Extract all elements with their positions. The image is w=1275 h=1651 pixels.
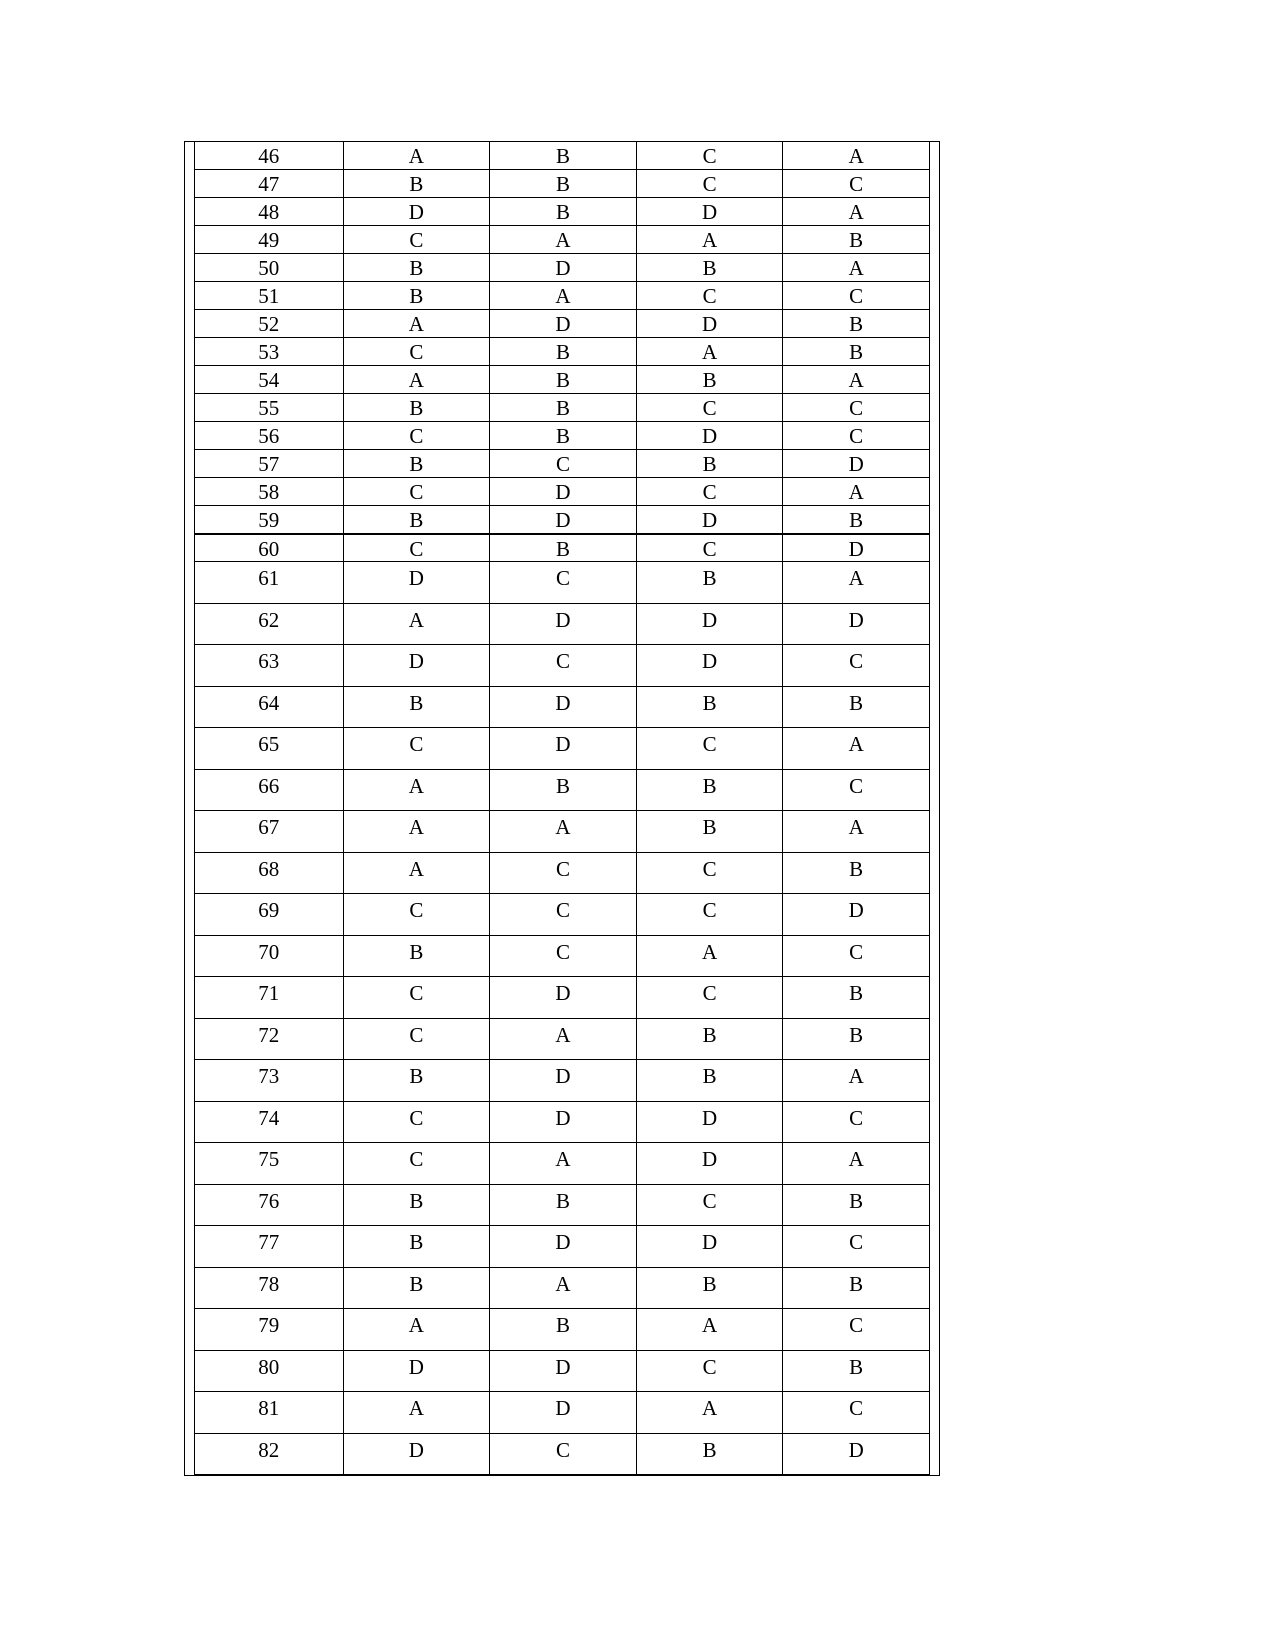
answer-cell: B: [490, 422, 637, 450]
question-number-cell: 62: [195, 603, 344, 645]
table-row: [195, 894, 930, 936]
question-number-cell: 55: [195, 394, 344, 422]
answer-cell: B: [343, 254, 490, 282]
answer-cell: B: [343, 1226, 490, 1268]
answer-cell: B: [490, 338, 637, 366]
answer-cell: C: [783, 394, 930, 422]
answer-cell: B: [636, 811, 783, 853]
answer-cell: B: [783, 1184, 930, 1226]
answer-cell: D: [636, 1226, 783, 1268]
answer-cell: A: [783, 1060, 930, 1102]
answer-cell: A: [783, 366, 930, 394]
answer-cell: B: [490, 1184, 637, 1226]
answer-cell: B: [343, 935, 490, 977]
question-number-cell: 71: [195, 977, 344, 1019]
table-row: [195, 366, 930, 394]
question-number-cell: 72: [195, 1018, 344, 1060]
table-row: [195, 728, 930, 770]
question-number-cell: 56: [195, 422, 344, 450]
answer-cell: A: [343, 310, 490, 338]
answer-cell: B: [636, 1267, 783, 1309]
answer-cell: D: [636, 1143, 783, 1185]
question-number-cell: 50: [195, 254, 344, 282]
answer-cell: B: [343, 506, 490, 534]
table-row: [195, 310, 930, 338]
answer-cell: C: [636, 478, 783, 506]
question-number-cell: 81: [195, 1392, 344, 1434]
table-row: [195, 1392, 930, 1434]
question-number-cell: 69: [195, 894, 344, 936]
table-row: [195, 1060, 930, 1102]
answer-cell: C: [343, 478, 490, 506]
answer-cell: C: [783, 935, 930, 977]
answer-cell: C: [783, 170, 930, 198]
answer-cell: C: [636, 170, 783, 198]
question-number-cell: 59: [195, 506, 344, 534]
answer-cell: A: [636, 226, 783, 254]
answer-cell: A: [783, 1143, 930, 1185]
answer-cell: C: [490, 894, 637, 936]
answer-cell: D: [490, 1101, 637, 1143]
answer-cell: C: [783, 422, 930, 450]
answer-cell: B: [343, 394, 490, 422]
question-number-cell: 67: [195, 811, 344, 853]
answer-cell: A: [636, 1392, 783, 1434]
answer-cell: C: [636, 728, 783, 770]
answer-cell: A: [490, 1143, 637, 1185]
answer-cell: A: [490, 811, 637, 853]
answer-cell: C: [636, 852, 783, 894]
question-number-cell: 49: [195, 226, 344, 254]
answer-cell: B: [783, 852, 930, 894]
answer-cell: B: [490, 534, 637, 562]
answer-cell: B: [636, 1018, 783, 1060]
answer-cell: D: [490, 1226, 637, 1268]
answer-cell: C: [343, 977, 490, 1019]
table-row: [195, 1267, 930, 1309]
answer-cell: B: [636, 254, 783, 282]
answer-cell: C: [343, 422, 490, 450]
answer-cell: B: [490, 1309, 637, 1351]
question-number-cell: 65: [195, 728, 344, 770]
answer-cell: C: [636, 142, 783, 170]
table-row: [195, 645, 930, 687]
answer-cell: B: [783, 338, 930, 366]
question-number-cell: 51: [195, 282, 344, 310]
answer-cell: A: [636, 338, 783, 366]
answer-cell: A: [343, 852, 490, 894]
answer-cell: C: [636, 894, 783, 936]
question-number-cell: 57: [195, 450, 344, 478]
table-row: [195, 1350, 930, 1392]
answer-cell: D: [636, 1101, 783, 1143]
answer-cell: A: [343, 603, 490, 645]
answer-cell: D: [490, 1060, 637, 1102]
answer-cell: A: [783, 142, 930, 170]
answer-cell: D: [490, 728, 637, 770]
answer-cell: D: [490, 686, 637, 728]
answer-cell: D: [636, 310, 783, 338]
answer-cell: B: [343, 1267, 490, 1309]
answer-cell: C: [343, 728, 490, 770]
answer-cell: B: [343, 282, 490, 310]
question-number-cell: 60: [195, 534, 344, 562]
question-number-cell: 58: [195, 478, 344, 506]
answer-cell: A: [783, 478, 930, 506]
table-row: [195, 562, 930, 604]
table-row: [195, 142, 930, 170]
table-row: [195, 338, 930, 366]
answer-cell: C: [343, 1101, 490, 1143]
answer-cell: A: [783, 811, 930, 853]
table-row: [195, 811, 930, 853]
answer-cell: A: [343, 1392, 490, 1434]
answer-cell: C: [783, 1101, 930, 1143]
question-number-cell: 61: [195, 562, 344, 604]
table-row: [195, 198, 930, 226]
table-row: [195, 1018, 930, 1060]
question-number-cell: 74: [195, 1101, 344, 1143]
answer-cell: C: [343, 534, 490, 562]
table-row: [195, 394, 930, 422]
question-number-cell: 64: [195, 686, 344, 728]
answer-cell: C: [636, 534, 783, 562]
answer-cell: D: [783, 1433, 930, 1475]
table-row: [195, 686, 930, 728]
answer-cell: D: [343, 645, 490, 687]
answer-cell: C: [636, 1350, 783, 1392]
answer-key-table: [194, 141, 930, 1475]
answer-cell: D: [490, 977, 637, 1019]
table-row: [195, 1143, 930, 1185]
answer-cell: B: [636, 450, 783, 478]
answer-cell: B: [490, 170, 637, 198]
answer-cell: B: [490, 142, 637, 170]
answer-cell: B: [343, 450, 490, 478]
question-number-cell: 80: [195, 1350, 344, 1392]
answer-cell: C: [783, 769, 930, 811]
answer-cell: D: [636, 603, 783, 645]
answer-cell: C: [343, 894, 490, 936]
answer-cell: A: [343, 1309, 490, 1351]
question-number-cell: 54: [195, 366, 344, 394]
answer-cell: B: [343, 1184, 490, 1226]
question-number-cell: 78: [195, 1267, 344, 1309]
answer-cell: B: [783, 226, 930, 254]
answer-cell: A: [490, 282, 637, 310]
answer-cell: A: [343, 769, 490, 811]
table-row: [195, 1184, 930, 1226]
answer-cell: D: [783, 534, 930, 562]
answer-cell: B: [783, 1018, 930, 1060]
table-row: [195, 1433, 930, 1475]
answer-cell: D: [490, 506, 637, 534]
question-number-cell: 76: [195, 1184, 344, 1226]
answer-cell: C: [490, 1433, 637, 1475]
answer-cell: D: [490, 254, 637, 282]
question-number-cell: 70: [195, 935, 344, 977]
answer-cell: A: [636, 1309, 783, 1351]
table-row: [195, 422, 930, 450]
answer-cell: B: [636, 686, 783, 728]
answer-cell: A: [343, 366, 490, 394]
answer-cell: C: [490, 645, 637, 687]
answer-cell: B: [343, 686, 490, 728]
question-number-cell: 63: [195, 645, 344, 687]
answer-cell: C: [490, 562, 637, 604]
answer-cell: A: [783, 254, 930, 282]
answer-cell: C: [636, 1184, 783, 1226]
answer-cell: C: [783, 282, 930, 310]
table-row: [195, 170, 930, 198]
question-number-cell: 73: [195, 1060, 344, 1102]
question-number-cell: 47: [195, 170, 344, 198]
answer-cell: C: [343, 1018, 490, 1060]
table-row: [195, 977, 930, 1019]
answer-cell: B: [636, 1433, 783, 1475]
answer-cell: C: [636, 282, 783, 310]
question-number-cell: 48: [195, 198, 344, 226]
answer-table-body: [195, 142, 930, 1475]
answer-cell: D: [490, 1392, 637, 1434]
answer-cell: B: [343, 170, 490, 198]
answer-cell: A: [343, 811, 490, 853]
table-row: [195, 506, 930, 534]
question-number-cell: 46: [195, 142, 344, 170]
answer-cell: B: [636, 366, 783, 394]
table-row: [195, 478, 930, 506]
question-number-cell: 75: [195, 1143, 344, 1185]
answer-cell: D: [490, 1350, 637, 1392]
answer-cell: C: [343, 338, 490, 366]
answer-cell: B: [636, 769, 783, 811]
answer-cell: B: [783, 310, 930, 338]
question-number-cell: 82: [195, 1433, 344, 1475]
answer-cell: D: [490, 310, 637, 338]
answer-cell: B: [783, 1350, 930, 1392]
answer-cell: B: [490, 198, 637, 226]
answer-cell: B: [636, 562, 783, 604]
answer-cell: D: [783, 894, 930, 936]
table-row: [195, 1309, 930, 1351]
answer-cell: C: [783, 1226, 930, 1268]
answer-cell: D: [490, 603, 637, 645]
answer-cell: B: [343, 1060, 490, 1102]
answer-cell: A: [783, 728, 930, 770]
answer-cell: C: [490, 935, 637, 977]
answer-cell: D: [636, 645, 783, 687]
answer-cell: B: [490, 366, 637, 394]
question-number-cell: 77: [195, 1226, 344, 1268]
question-number-cell: 66: [195, 769, 344, 811]
answer-cell: A: [490, 226, 637, 254]
answer-cell: A: [343, 142, 490, 170]
answer-cell: D: [783, 603, 930, 645]
answer-cell: D: [343, 198, 490, 226]
answer-cell: D: [343, 1350, 490, 1392]
answer-cell: D: [636, 506, 783, 534]
question-number-cell: 68: [195, 852, 344, 894]
answer-cell: B: [783, 1267, 930, 1309]
answer-cell: B: [636, 1060, 783, 1102]
table-row: [195, 254, 930, 282]
answer-cell: A: [636, 935, 783, 977]
table-row: [195, 852, 930, 894]
answer-cell: B: [490, 394, 637, 422]
table-row: [195, 603, 930, 645]
answer-cell: A: [490, 1018, 637, 1060]
question-number-cell: 79: [195, 1309, 344, 1351]
answer-cell: C: [343, 1143, 490, 1185]
answer-cell: C: [343, 226, 490, 254]
answer-cell: C: [490, 852, 637, 894]
table-row: [195, 226, 930, 254]
question-number-cell: 52: [195, 310, 344, 338]
answer-cell: C: [636, 977, 783, 1019]
answer-cell: C: [783, 1392, 930, 1434]
table-row: [195, 450, 930, 478]
table-row: [195, 1226, 930, 1268]
answer-cell: B: [783, 506, 930, 534]
answer-cell: B: [490, 769, 637, 811]
answer-cell: A: [783, 562, 930, 604]
table-row: [195, 769, 930, 811]
answer-cell: D: [636, 198, 783, 226]
answer-cell: D: [636, 422, 783, 450]
answer-cell: C: [636, 394, 783, 422]
question-number-cell: 53: [195, 338, 344, 366]
answer-cell: A: [490, 1267, 637, 1309]
answer-cell: B: [783, 977, 930, 1019]
table-row: [195, 534, 930, 562]
answer-cell: C: [783, 1309, 930, 1351]
answer-cell: D: [343, 562, 490, 604]
answer-cell: A: [783, 198, 930, 226]
table-row: [195, 1101, 930, 1143]
answer-cell: C: [490, 450, 637, 478]
answer-cell: D: [783, 450, 930, 478]
answer-cell: D: [343, 1433, 490, 1475]
table-row: [195, 282, 930, 310]
table-row: [195, 935, 930, 977]
answer-cell: B: [783, 686, 930, 728]
answer-cell: D: [490, 478, 637, 506]
answer-cell: C: [783, 645, 930, 687]
